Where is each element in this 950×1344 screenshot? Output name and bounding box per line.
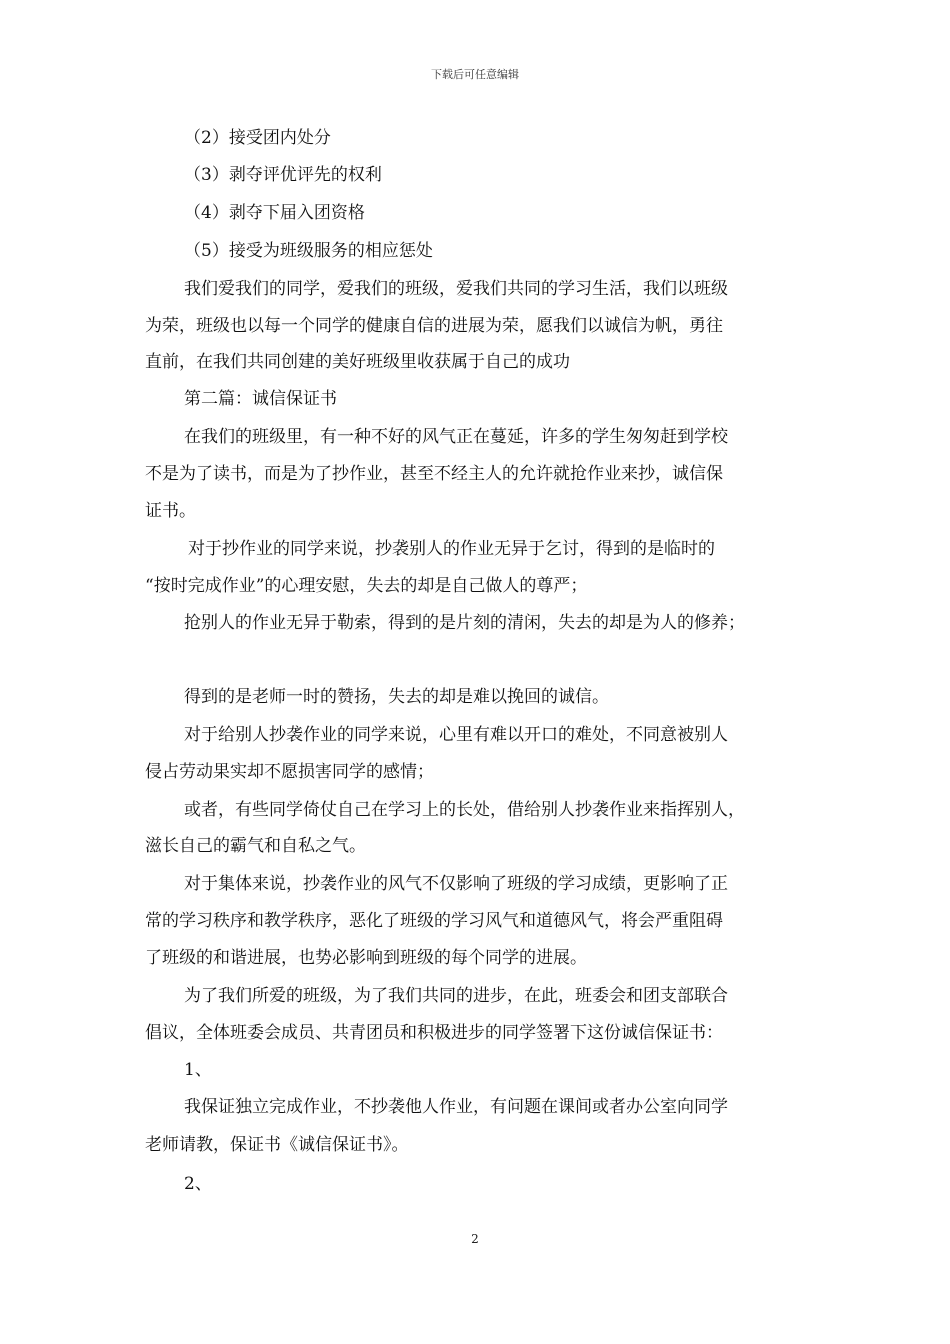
page-number: 2 [471,1232,479,1246]
text-line: 对于给别人抄袭作业的同学来说，心里有难以开口的难处，不同意被别人 [184,725,728,745]
text-line: 对于抄作业的同学来说，抄袭别人的作业无异于乞讨，得到的是临时的 [188,539,715,559]
text-line: （4）剥夺下届入团资格 [184,203,365,223]
text-line: 我们爱我们的同学，爱我们的班级，爱我们共同的学习生活，我们以班级 [184,279,728,299]
text-line: 老师请教，保证书《诚信保证书》。 [145,1135,409,1155]
page-header: 下载后可任意编辑 [431,68,519,81]
text-line: 倡议，全体班委会成员、共青团员和积极进步的同学签署下这份诚信保证书： [145,1023,723,1043]
section-title: 第二篇：诚信保证书 [184,389,337,409]
text-line: 对于集体来说，抄袭作业的风气不仅影响了班级的学习成绩，更影响了正 [184,874,728,894]
text-line: 直前，在我们共同创建的美好班级里收获属于自己的成功 [145,352,570,372]
text-line: 不是为了读书，而是为了抄作业，甚至不经主人的允许就抢作业来抄，诚信保 [145,464,723,484]
text-line: 常的学习秩序和教学秩序，恶化了班级的学习风气和道德风气，将会严重阻碍 [145,911,723,931]
text-line: 在我们的班级里，有一种不好的风气正在蔓延，许多的学生匆匆赶到学校 [184,427,728,447]
text-line: 抢别人的作业无异于勒索，得到的是片刻的清闲，失去的却是为人的修养； [184,613,745,633]
text-line: “按时完成作业”的心理安慰，失去的却是自己做人的尊严； [145,576,588,596]
text-line: （2）接受团内处分 [184,128,331,148]
text-line: 我保证独立完成作业，不抄袭他人作业，有问题在课间或者办公室向同学 [184,1097,728,1117]
text-line: 或者，有些同学倚仗自己在学习上的长处，借给别人抄袭作业来指挥别人， [184,800,745,820]
text-line: 侵占劳动果实却不愿损害同学的感情； [145,762,434,782]
text-line: 为荣，班级也以每一个同学的健康自信的进展为荣，愿我们以诚信为帆，勇往 [145,316,723,336]
text-line: 了班级的和谐进展，也势必影响到班级的每个同学的进展。 [145,948,587,968]
list-number: 2、 [184,1174,212,1194]
text-line: 为了我们所爱的班级，为了我们共同的进步，在此，班委会和团支部联合 [184,986,728,1006]
text-line: （5）接受为班级服务的相应惩处 [184,241,433,261]
text-line: 滋长自己的霸气和自私之气。 [145,836,366,856]
text-line: 得到的是老师一时的赞扬，失去的却是难以挽回的诚信。 [184,687,609,707]
text-line: 证书。 [145,501,196,521]
text-line: （3）剥夺评优评先的权利 [184,165,382,185]
list-number: 1、 [184,1060,212,1080]
